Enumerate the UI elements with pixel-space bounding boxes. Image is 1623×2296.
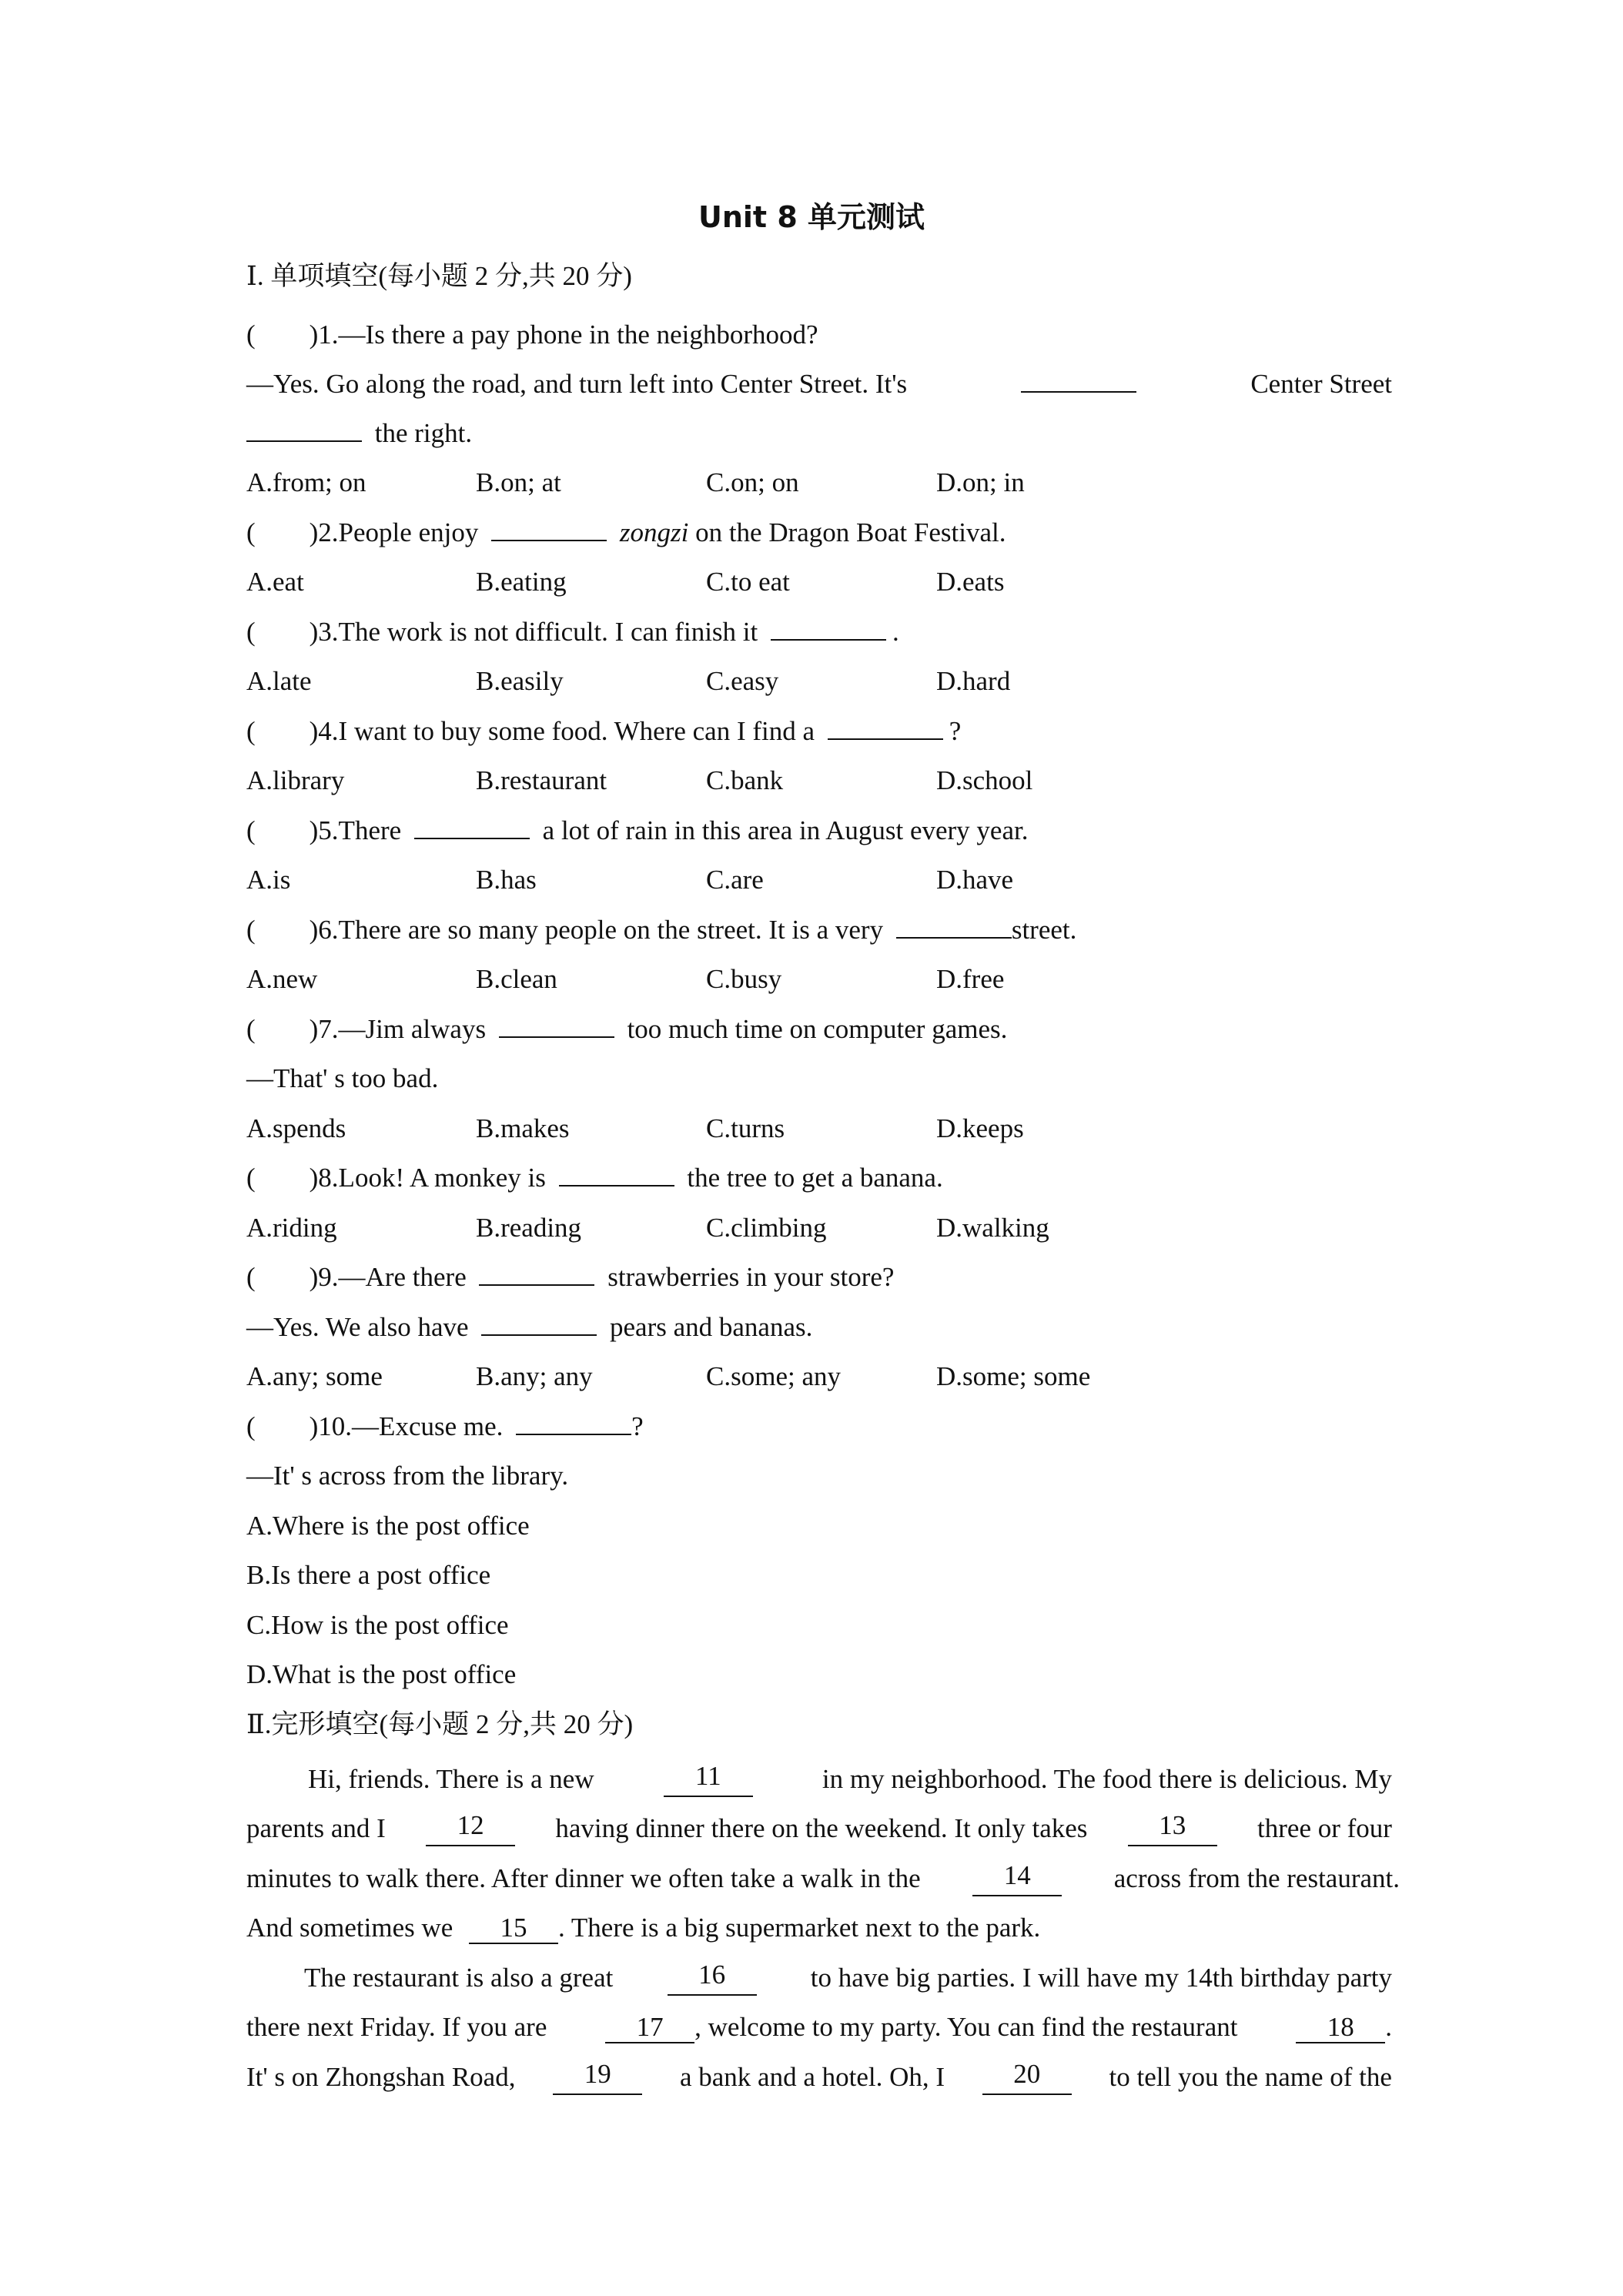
question-2-italic-word: zongzi (619, 517, 689, 547)
option-b: B.restaurant (476, 765, 607, 795)
cloze-text: . (1385, 2012, 1392, 2042)
answer-blank (828, 715, 943, 740)
cloze-text: The restaurant is also a great (304, 1963, 614, 1993)
question-1-text-c: the right. (374, 418, 473, 448)
option-a: A.spends (246, 1113, 346, 1143)
option-a: A.library (246, 765, 345, 795)
question-7-prefix: ( )7.—Jim always (246, 1014, 487, 1044)
option-d: D.on; in (936, 467, 1025, 497)
option-d: D.eats (936, 567, 1005, 597)
option-b: B.makes (476, 1113, 570, 1143)
cloze-blank-20: 20 (982, 2060, 1072, 2095)
question-7-suffix: too much time on computer games. (627, 1014, 1008, 1044)
question-6-prefix: ( )6.There are so many people on the street. It is a very (246, 915, 884, 945)
cloze-text: It' s on Zhongshan Road, (246, 2062, 516, 2092)
question-9-suffix: strawberries in your store? (607, 1262, 895, 1292)
question-7-stem (246, 1012, 1392, 1047)
option-b: B.easily (476, 666, 564, 696)
question-10-suffix: ? (631, 1411, 644, 1441)
question-10-prefix: ( )10.—Excuse me. (246, 1411, 504, 1441)
question-3-stem (246, 614, 1392, 650)
cloze-line-1 (308, 1762, 1392, 1797)
answer-blank (481, 1311, 597, 1336)
answer-blank (246, 417, 362, 442)
question-2-stem (246, 515, 1392, 551)
option-a: A.is (246, 865, 291, 895)
answer-blank (1021, 368, 1136, 393)
answer-blank (499, 1013, 614, 1038)
cloze-text: . There is a big supermarket next to the park. (558, 1913, 1041, 1943)
option-a: A.late (246, 666, 312, 696)
option-c: C.on; on (706, 467, 799, 497)
cloze-text: three or four (1257, 1813, 1392, 1843)
question-10-option-d: D.What is the post office (246, 1659, 517, 1689)
option-a: A.from; on (246, 467, 366, 497)
cloze-text: to tell you the name of the (1109, 2062, 1392, 2092)
question-10-stem (246, 1409, 1392, 1444)
question-3-prefix: ( )3.The work is not difficult. I can finish it (246, 617, 758, 647)
question-9-stem (246, 1260, 1392, 1295)
cloze-line-3 (246, 1861, 1400, 1896)
answer-blank (414, 815, 530, 839)
cloze-text: And sometimes we (246, 1913, 453, 1943)
option-d: D.some; some (936, 1361, 1091, 1391)
option-d: D.keeps (936, 1113, 1024, 1143)
cloze-text: having dinner there on the weekend. It only takes (555, 1813, 1088, 1843)
question-1-line-3 (246, 416, 1392, 451)
question-5-suffix: a lot of rain in this area in August every year. (542, 815, 1029, 845)
option-a: A.eat (246, 567, 304, 597)
question-8-suffix: the tree to get a banana. (687, 1163, 943, 1193)
option-b: B.on; at (476, 467, 561, 497)
question-2-prefix: ( )2.People enjoy (246, 517, 479, 547)
cloze-text: in my neighborhood. The food there is delicious. My (822, 1764, 1392, 1794)
option-d: D.have (936, 865, 1014, 895)
option-b: B.any; any (476, 1361, 593, 1391)
answer-blank (896, 914, 1012, 939)
answer-blank (771, 616, 886, 641)
cloze-text: minutes to walk there. After dinner we often take a walk in the (246, 1863, 921, 1893)
cloze-text: , welcome to my party. You can find the restaurant (694, 2012, 1238, 2042)
answer-blank (559, 1162, 674, 1186)
option-c: C.climbing (706, 1213, 827, 1243)
option-c: C.bank (706, 765, 784, 795)
option-d: D.hard (936, 666, 1011, 696)
question-2-suffix: on the Dragon Boat Festival. (695, 517, 1006, 547)
question-7-reply: —That' s too bad. (246, 1063, 439, 1093)
cloze-line-6 (246, 2010, 1392, 2045)
option-c: C.easy (706, 666, 779, 696)
cloze-blank-14: 14 (972, 1861, 1062, 1896)
option-b: B.has (476, 865, 537, 895)
question-1-text-b: Center Street (1250, 369, 1392, 399)
question-4-prefix: ( )4.I want to buy some food. Where can I find a (246, 716, 815, 746)
option-c: C.some; any (706, 1361, 841, 1391)
cloze-text: across from the restaurant. (1113, 1863, 1400, 1893)
cloze-text: a bank and a hotel. Oh, I (679, 2062, 945, 2092)
option-d: D.school (936, 765, 1033, 795)
question-3-suffix: . (892, 617, 899, 647)
question-10-reply: —It' s across from the library. (246, 1461, 569, 1491)
question-6-suffix: street. (1011, 915, 1077, 945)
option-c: C.are (706, 865, 764, 895)
question-1-line-2 (246, 366, 1392, 402)
cloze-blank-15: 15 (469, 1913, 558, 1944)
cloze-text: parents and I (246, 1813, 386, 1843)
section-2-heading: Ⅱ.完形填空(每小题 2 分,共 20 分) (246, 1709, 634, 1739)
cloze-blank-19: 19 (553, 2060, 642, 2095)
option-b: B.eating (476, 567, 567, 597)
question-6-stem (246, 912, 1392, 948)
option-a: A.riding (246, 1213, 337, 1243)
option-b: B.clean (476, 964, 557, 994)
question-9-reply (246, 1310, 1392, 1345)
question-8-stem (246, 1160, 1392, 1196)
question-5-stem (246, 813, 1392, 848)
option-c: C.busy (706, 964, 782, 994)
option-c: C.turns (706, 1113, 785, 1143)
option-d: D.walking (936, 1213, 1049, 1243)
option-c: C.to eat (706, 567, 790, 597)
question-5-prefix: ( )5.There (246, 815, 402, 845)
question-1-text-a: —Yes. Go along the road, and turn left into Center Street. It's (246, 369, 908, 399)
option-a: A.new (246, 964, 318, 994)
section-1-heading: Ⅰ. 单项填空(每小题 2 分,共 20 分) (246, 261, 632, 291)
cloze-line-7 (246, 2060, 1392, 2095)
question-4-suffix: ? (949, 716, 962, 746)
option-d: D.free (936, 964, 1005, 994)
cloze-text: there next Friday. If you are (246, 2012, 547, 2042)
cloze-line-2 (246, 1811, 1392, 1846)
cloze-line-4 (246, 1910, 1392, 1946)
answer-blank (479, 1261, 594, 1286)
question-9-prefix: ( )9.—Are there (246, 1262, 467, 1292)
question-9-reply-prefix: —Yes. We also have (246, 1312, 469, 1342)
cloze-blank-16: 16 (668, 1960, 757, 1996)
cloze-blank-12: 12 (426, 1811, 515, 1846)
page-title: Unit 8 单元测试 (698, 200, 925, 234)
question-4-stem (246, 714, 1392, 749)
cloze-blank-17: 17 (605, 2013, 694, 2043)
question-9-reply-suffix: pears and bananas. (610, 1312, 813, 1342)
question-1-stem: ( )1.—Is there a pay phone in the neighborhood? (246, 320, 818, 350)
option-b: B.reading (476, 1213, 582, 1243)
cloze-line-5 (304, 1960, 1392, 1996)
cloze-text: to have big parties. I will have my 14th birthday party (810, 1963, 1392, 1993)
question-10-option-a: A.Where is the post office (246, 1511, 530, 1541)
option-a: A.any; some (246, 1361, 383, 1391)
cloze-blank-13: 13 (1128, 1811, 1217, 1846)
cloze-blank-11: 11 (664, 1762, 753, 1797)
question-10-option-c: C.How is the post office (246, 1610, 509, 1640)
cloze-text: Hi, friends. There is a new (308, 1764, 594, 1794)
answer-blank (491, 517, 607, 541)
question-10-option-b: B.Is there a post office (246, 1560, 491, 1590)
question-8-prefix: ( )8.Look! A monkey is (246, 1163, 546, 1193)
answer-blank (516, 1411, 631, 1435)
cloze-blank-18: 18 (1296, 2013, 1385, 2043)
